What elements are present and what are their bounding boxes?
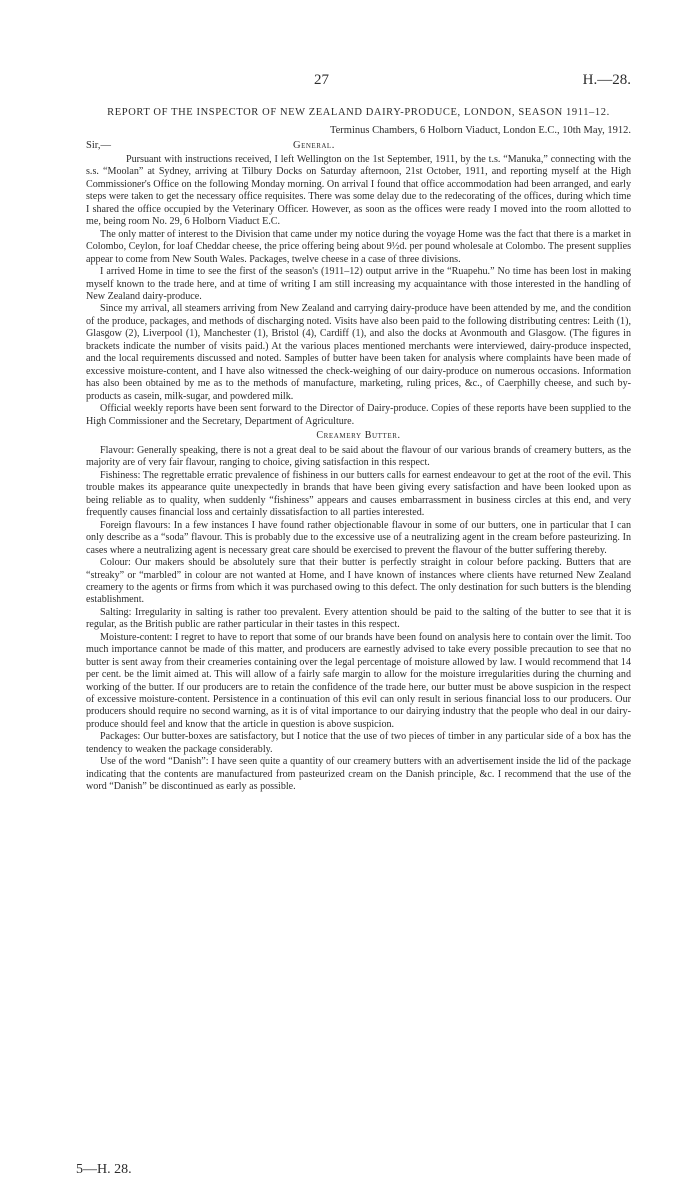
paragraph-moisture-content: Moisture-content: I regret to have to report that some of our brands have been found on analysis here to contain over the limit. Too much importance cannot be made of this matter, and producers are earnestly advised to take every possible precaution to see that no butter is sent away from their creameries containing over the legal percentage of moisture allowed by law. I would recommend that 14 per cent. be the limit aimed at. This will allow of a fairly safe margin to allow for the moisture irregularities during the churning and working of the butter. If our producers are to retain the confidence of the trade here, our butter must be above suspicion in the respect of excessive moisture-content. Persistence in a continuation of this evil can only result in serious financial loss to our producers. Our producers should require no second warning, as it is of vital importance to our dairying industry that the people who deal in our dairy-produce should feel and know that the article in question is above suspicion.	[86, 631, 631, 730]
page-body	[86, 72, 631, 794]
section-heading-creamery-butter: Creamery Butter.	[316, 429, 401, 441]
paragraph-packages: Packages: Our butter-boxes are satisfactory, but I notice that the use of two pieces of timber in any particular side of a box has the tendency to weaken the package considerably.	[86, 731, 631, 755]
paragraph-colombo-market: The only matter of interest to the Division that came under my notice during the voyage Home was the fact that there is a market in Colombo, Ceylon, for loaf Cheddar cheese, the price offering being about 9½d. per pound wholesale at Colombo. The present supplies appear to come from New South Wales. Packages, twelve cheese in a case of three divisions.	[86, 228, 631, 265]
page-number: 27	[314, 72, 329, 88]
paragraph-colour: Colour: Our makers should be absolutely sure that their butter is perfectly straight in colour before packing. Butters that are “streaky” or “marbled” in colour are not wanted at Home, and I have known of instances where clients have returned New Zealand creamery to the agents or firms from which it was purchased owing to this defect. The only destination for such butters is the blending establishment.	[86, 557, 631, 606]
paragraph-arrival: I arrived Home in time to see the first of the season's (1911–12) output arrive in the “Ruapehu.” No time has been lost in making myself known to the trade here, and at time of writing I am still increasing my acquaintance with those interested in the handling of New Zealand dairy-produce.	[86, 266, 631, 302]
page-footer-signature: 5—H. 28.	[76, 1162, 132, 1177]
paragraph-danish: Use of the word “Danish”: I have seen quite a quantity of our creamery butters with an advertisement inside the lid of the package indicating that the contents are manufactured from pasteurized cream on the Danish principle, &c. I recommend that the use of the word “Danish” be discontinued as early as possible.	[86, 756, 631, 793]
paragraph-foreign-flavours: Foreign flavours: In a few instances I have found rather objectionable flavour in some of our butters, one in particular that I can only describe as a “soda” flavour. This is probably due to the excessive use of a neutralizing agent in the cream before pasteurizing. In cases where a neutralizing agent is necessary great care should be exercised to prevent the flavour of the butter suffering thereby.	[86, 519, 631, 556]
report-title: REPORT OF THE INSPECTOR OF NEW ZEALAND DAIRY-PRODUCE, LONDON, SEASON 1911–12.	[107, 107, 610, 118]
document-reference: H.—28.	[582, 72, 631, 88]
section-heading-general: General.	[293, 140, 335, 151]
paragraph-salting: Salting: Irregularity in salting is rather too prevalent. Every attention should be paid to the salting of the butter to see that it is regular, as the British public are rather particular in their tastes in this respect.	[86, 606, 631, 631]
salutation-line	[86, 140, 631, 154]
paragraph-fishiness: Fishiness: The regrettable erratic prevalence of fishiness in our butters calls for earnest endeavour to get at the root of the evil. This trouble makes its appearance quite unexpectedly in brands that have been giving every satisfaction and have been looked upon as being reliable as to quality, when suddenly “fishiness” appears and causes embarrassment in business circles at this end, and very frequently causes financial loss and certainly dissatisfaction to all parties interested.	[86, 469, 631, 519]
paragraph-flavour: Flavour: Generally speaking, there is not a great deal to be said about the flavour of our various brands of creamery butters, as the majority are of very fair flavour, ranging to choice, giving satisfaction in this respect.	[86, 444, 631, 469]
paragraph-voyage: Pursuant with instructions received, I left Wellington on the 1st September, 1911, by the t.s. “Manuka,” connecting with the s.s. “Moolan” at Sydney, arriving at Tilbury Docks on Saturday afternoon, 21st October, 1911, and reporting myself at the High Commissioner's Office on the following Monday morning. On arrival I found that office accommodation had been arranged, and early steps were taken to get the necessary office requisites. There was some delay due to the redecorating of the offices, during which time I shared the office occupied by the Veterinary Officer. However, as soon as the offices were ready I moved into the room allotted to me, being room No. 29, 6 Holborn Viaduct E.C.	[86, 154, 631, 228]
salutation: Sir,—	[86, 140, 111, 151]
paragraph-steamers-visits: Since my arrival, all steamers arriving from New Zealand and carrying dairy-produce have been attended by me, and the condition of the produce, packages, and methods of discharging noted. Visits have also been paid to the following distributing centres: Leith (1), Glasgow (2), Liverpool (1), Manchester (1), Bristol (4), Cardiff (1), and also the docks at Avonmouth and Glasgow. (The figures in brackets indicate the number of visits paid.) At the various places mentioned merchants were interviewed, dairy-produce inspected, and the local requirements discussed and noted. Samples of butter have been taken for analysis where complaints have been made of excessive moisture-content, and I have also witnessed the check-weighing of our dairy-produce on numerous occasions. Information has also been obtained by me as to the methods of manufacture, marketing, ruling prices, &c., of Caerphilly cheese, and such by-products as casein, milk-sugar, and powdered milk.	[86, 303, 631, 402]
paragraph-weekly-reports: Official weekly reports have been sent forward to the Director of Dairy-produce. Copies of these reports have been supplied to the High Commissioner and the Secretary, Department of Agriculture.	[86, 403, 631, 427]
address-line: Terminus Chambers, 6 Holborn Viaduct, London E.C., 10th May, 1912.	[329, 125, 631, 136]
page-header	[86, 72, 631, 94]
